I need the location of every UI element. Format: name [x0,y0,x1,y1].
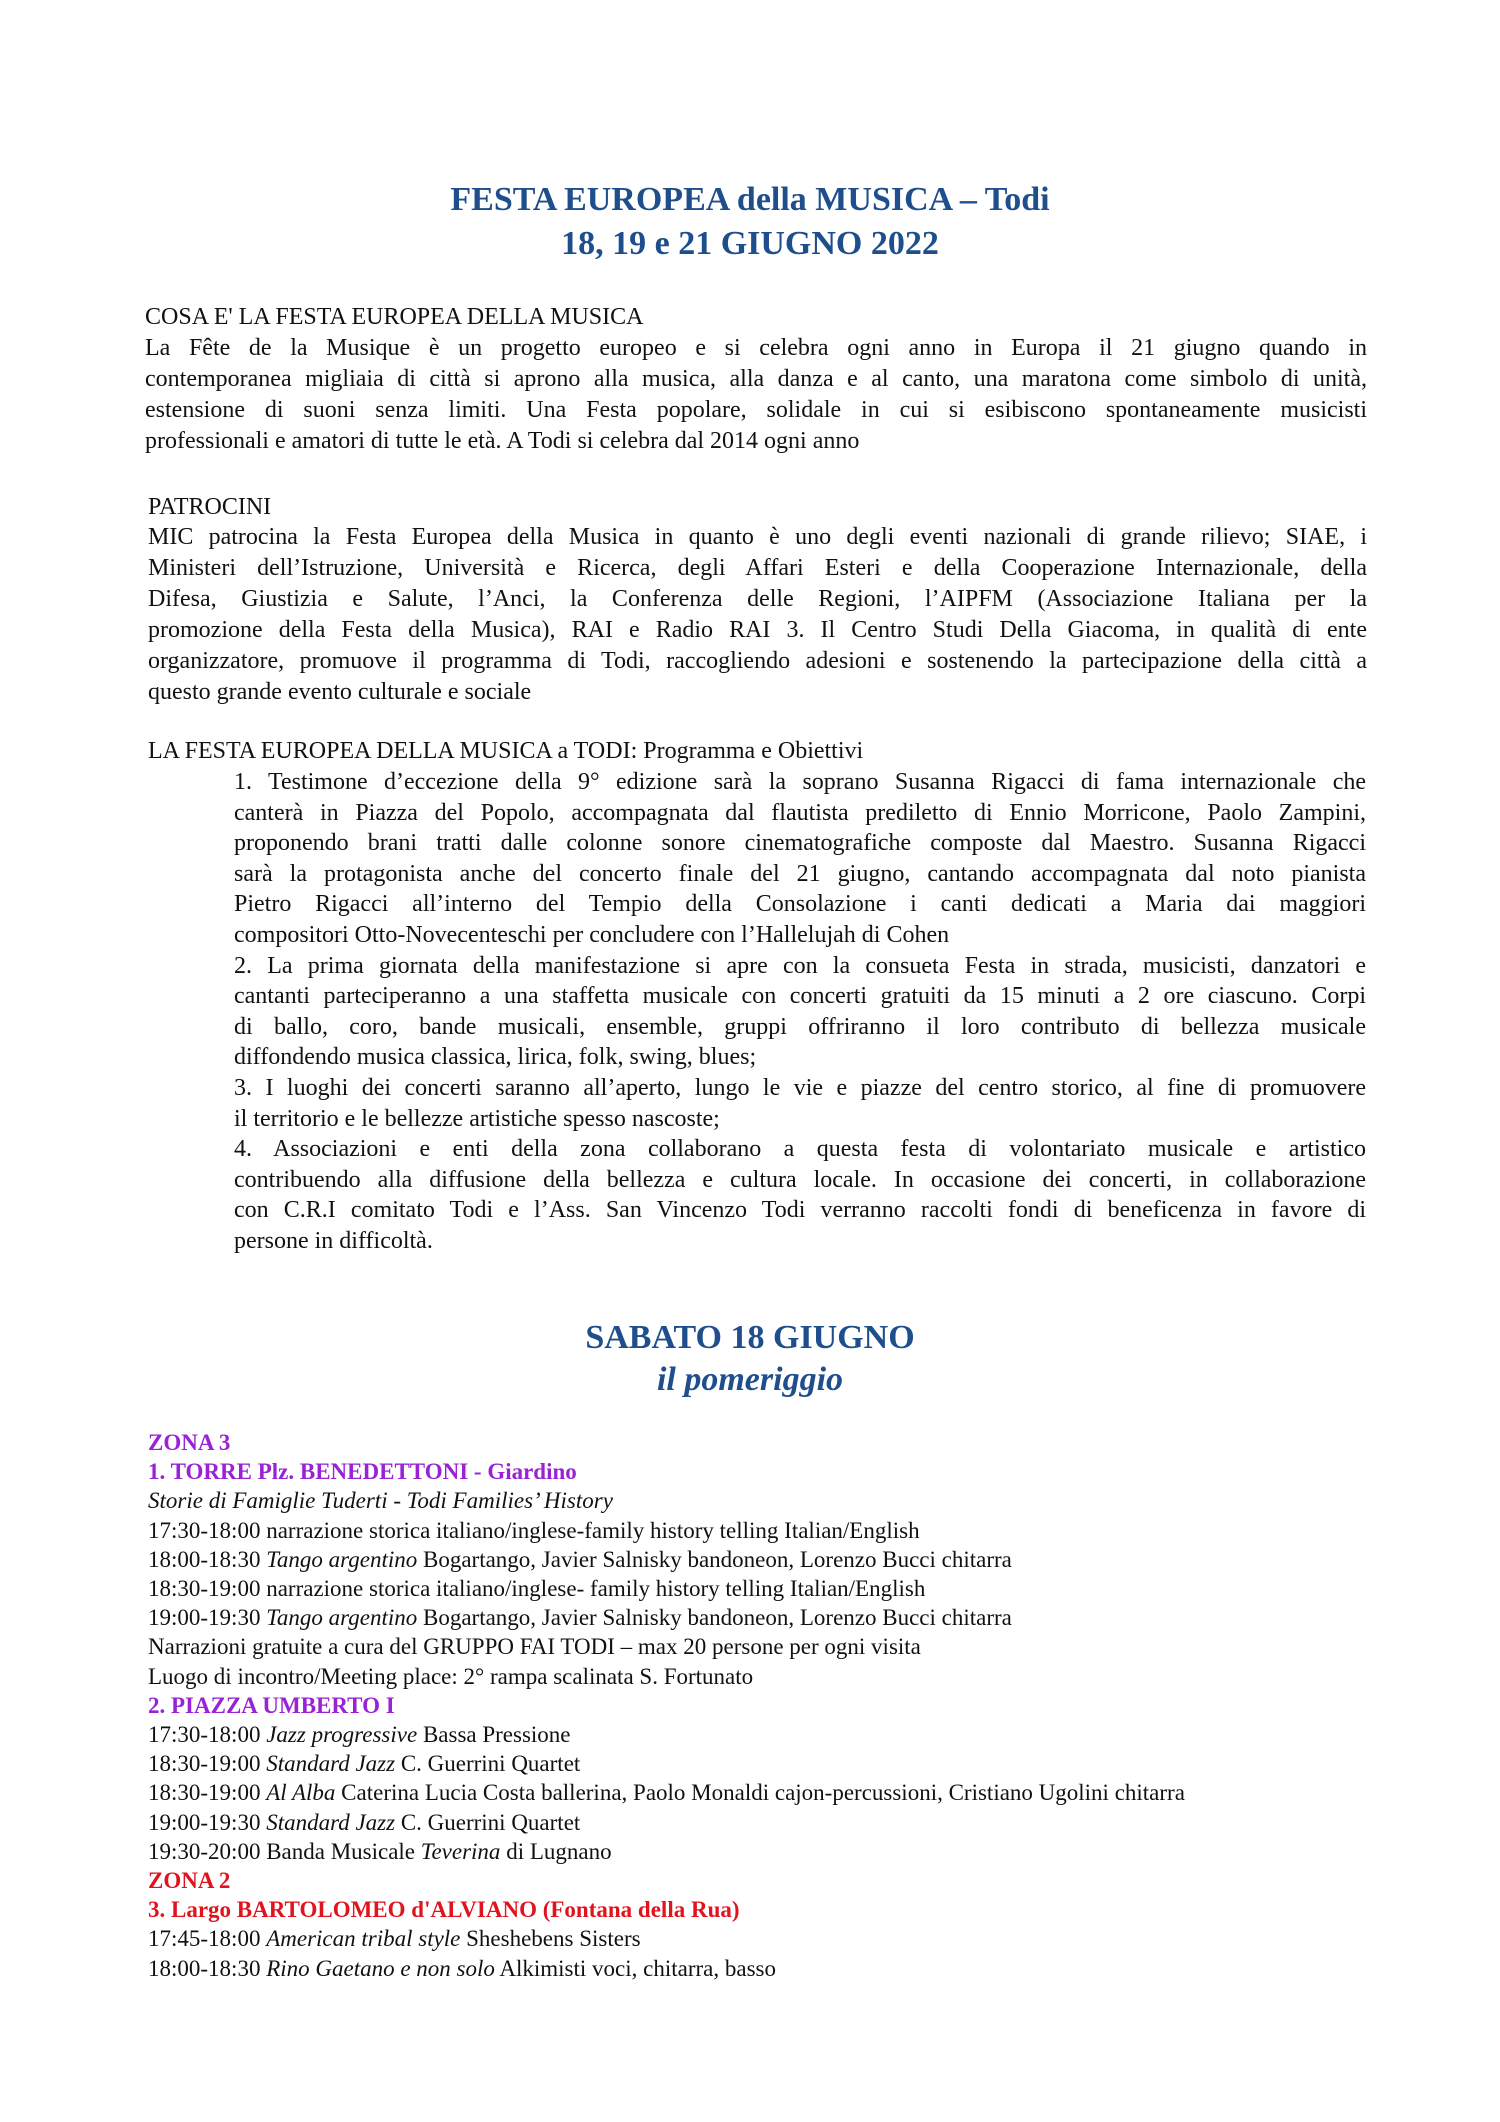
schedule-row: 17:30-18:00 narrazione storica italiano/inglese-family history telling Italian/English [148,1517,920,1543]
text-line: organizzatore, promuove il programma di Todi, raccogliendo adesioni e sostenendo la partecipazione della città a [148,648,1367,674]
cosa-heading: COSA E' LA FESTA EUROPEA DELLA MUSICA [145,304,644,330]
day-heading [0,1317,1500,1401]
text-line: estensione di suoni senza limiti. Una Festa popolare, solidale in cui si esibiscono spontaneamente musicisti [145,397,1367,423]
programma-heading: LA FESTA EUROPEA DELLA MUSICA a TODI: Programma e Obiettivi [148,738,864,764]
location-1-note-1: Narrazioni gratuite a cura del GRUPPO FAI TODI – max 20 persone per ogni visita [148,1634,921,1660]
title-line-1: FESTA EUROPEA della MUSICA – Todi [450,181,1050,218]
location-1-title: 1. TORRE Plz. BENEDETTONI - Giardino [148,1459,577,1485]
text-line: Ministeri dell’Istruzione, Università e Ricerca, degli Affari Esteri e della Cooperazione Internazionale, della [148,555,1367,581]
text-line: con C.R.I comitato Todi e l’Ass. San Vincenzo Todi verranno raccolti fondi di beneficenza in favore di [234,1197,1366,1224]
text-line: Difesa, Giustizia e Salute, l’Anci, la Conferenza delle Regioni, l’AIPFM (Associazione Italiana per la [148,586,1367,612]
zone-3-label: ZONA 3 [148,1430,231,1455]
schedule-row: 17:30-18:00 Jazz progressive Bassa Pressione [148,1722,571,1748]
schedule-row: 18:30-19:00 Al Alba Caterina Lucia Costa ballerina, Paolo Monaldi cajon-percussioni, Cristiano Ugolini chitarra [148,1780,1185,1806]
schedule-row: 19:30-20:00 Banda Musicale Teverina di Lugnano [148,1838,612,1864]
location-1-subtitle: Storie di Famiglie Tuderti - Todi Families’ History [148,1488,613,1514]
text-line: 4. Associazioni e enti della zona collaborano a questa festa di volontariato musicale e artistico [234,1136,1366,1163]
day-subtitle: il pomeriggio [656,1361,844,1398]
zone-2-label: ZONA 2 [148,1868,231,1894]
day-title: SABATO 18 GIUGNO [585,1319,915,1356]
programma-item-1 [234,767,1366,951]
programma-list [234,767,1366,1257]
text-line: 3. I luoghi dei concerti saranno all’aperto, lungo le vie e piazze del centro storico, al fine di promuovere [234,1074,1366,1101]
patrocini-paragraph [148,522,1367,708]
schedule [148,1428,1185,1983]
document-title [0,178,1500,266]
programma-item-4 [234,1134,1366,1256]
text-line: proponendo brani tratti dalle colonne sonore cinematografiche composte dal Maestro. Susanna Rigacci [234,830,1366,857]
patrocini-heading: PATROCINI [148,494,272,520]
text-line: compositori Otto-Novecenteschi per concludere con l’Hallelujah di Cohen [234,921,950,948]
text-line: il territorio e le bellezze artistiche spesso nascoste; [234,1105,720,1132]
text-line: sarà la protagonista anche del concerto finale del 21 giugno, cantando accompagnata dal noto pianista [234,860,1366,887]
programma-item-2 [234,951,1366,1073]
schedule-row: 19:00-19:30 Tango argentino Bogartango, Javier Salnisky bandoneon, Lorenzo Bucci chitarra [148,1605,1012,1631]
schedule-row: 19:00-19:30 Standard Jazz C. Guerrini Quartet [148,1809,581,1835]
title-line-2: 18, 19 e 21 GIUGNO 2022 [561,225,939,262]
schedule-row: 18:00-18:30 Rino Gaetano e non solo Alkimisti voci, chitarra, basso [148,1955,776,1981]
text-line: promozione della Festa della Musica), RAI e Radio RAI 3. Il Centro Studi Della Giacoma, in qualità di ente [148,617,1367,643]
location-2-rows [148,1720,1185,1837]
schedule-row: 18:00-18:30 Tango argentino Bogartango, Javier Salnisky bandoneon, Lorenzo Bucci chitarra [148,1546,1012,1572]
text-line: persone in difficoltà. [234,1227,433,1254]
programma-item-3 [234,1073,1366,1134]
location-2-title: 2. PIAZZA UMBERTO I [148,1692,395,1718]
text-line: cantanti parteciperanno a una staffetta musicale con concerti gratuiti da 15 minuti a 2 ore ciascuno. Corpi [234,983,1366,1010]
text-line: 2. La prima giornata della manifestazione si apre con la consueta Festa in strada, musicisti, danzatori e [234,952,1366,979]
text-line: di ballo, coro, bande musicali, ensemble, gruppi offriranno il loro contributo di bellezza musicale [234,1013,1366,1040]
text-line: La Fête de la Musique è un progetto europeo e si celebra ogni anno in Europa il 21 giugno quando in [145,335,1367,361]
cosa-paragraph [145,333,1367,457]
text-line: contribuendo alla diffusione della bellezza e cultura locale. In occasione dei concerti, in collaborazione [234,1166,1366,1193]
text-line: professionali e amatori di tutte le età. A Todi si celebra dal 2014 ogni anno [145,428,860,454]
text-line: diffondendo musica classica, lirica, folk, swing, blues; [234,1044,757,1071]
location-3-rows [148,1924,1185,1982]
text-line: questo grande evento culturale e sociale [148,679,532,705]
location-3-title: 3. Largo BARTOLOMEO d'ALVIANO (Fontana della Rua) [148,1897,740,1923]
text-line: 1. Testimone d’eccezione della 9° edizione sarà la soprano Susanna Rigacci di fama internazionale che [234,769,1366,795]
schedule-row: 18:30-19:00 Standard Jazz C. Guerrini Quartet [148,1751,581,1777]
text-line: contemporanea migliaia di città si aprono alla musica, alla danza e al canto, una maratona come simbolo di unità, [145,366,1367,392]
location-1-note-2: Luogo di incontro/Meeting place: 2° rampa scalinata S. Fortunato [148,1663,754,1689]
schedule-row: 18:30-19:00 narrazione storica italiano/inglese- family history telling Italian/English [148,1576,926,1602]
text-line: Pietro Rigacci all’interno del Tempio della Consolazione i canti dedicati a Maria dai maggiori [234,891,1366,918]
text-line: canterà in Piazza del Popolo, accompagnata dal flautista prediletto di Ennio Morricone, Paolo Zampini, [234,799,1366,826]
text-line: MIC patrocina la Festa Europea della Musica in quanto è uno degli eventi nazionali di grande rilievo; SIAE, i [148,524,1367,550]
schedule-row: 17:45-18:00 American tribal style Sheshebens Sisters [148,1926,641,1952]
location-1-rows [148,1516,1185,1633]
